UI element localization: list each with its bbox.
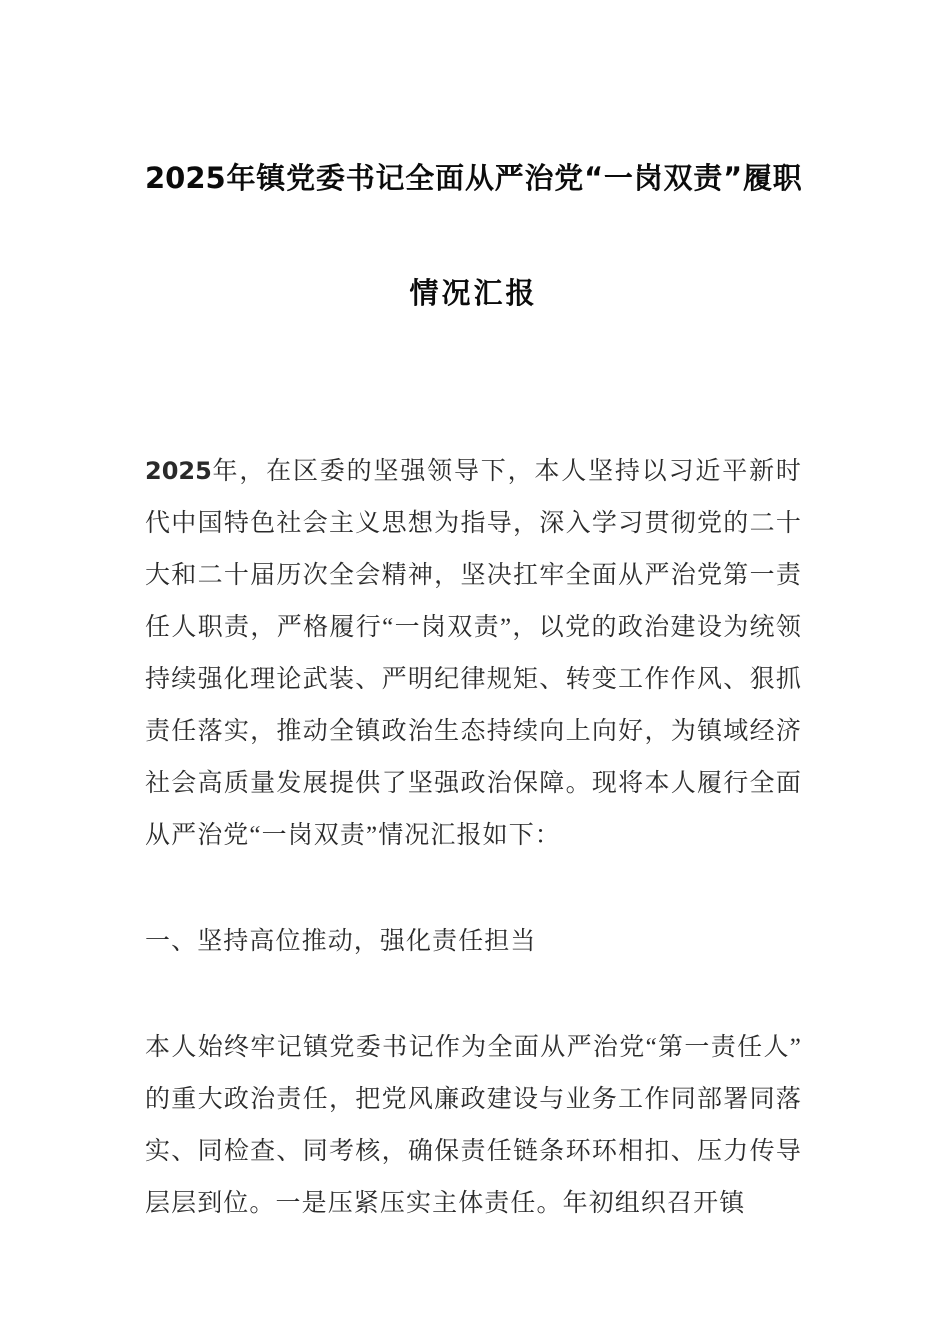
title-char-5: 书: [345, 161, 375, 195]
title-char-18: ”: [723, 161, 743, 195]
document-body: [145, 313, 802, 1230]
title-char-10: 严: [494, 161, 524, 195]
title-char-16: 双: [663, 161, 693, 195]
document-title-line-2: 情况汇报: [409, 276, 538, 310]
title-char-1: 年: [226, 161, 256, 195]
title-char-3: 党: [286, 161, 316, 195]
intro-paragraph-year: 2025: [145, 457, 212, 485]
intro-paragraph: [145, 445, 802, 862]
title-char-14: 一: [603, 161, 633, 195]
title-char-4: 委: [315, 161, 345, 195]
document-title-line-1: [145, 158, 802, 198]
title-char-9: 从: [464, 161, 494, 195]
title-char-2: 镇: [256, 161, 286, 195]
document-title: [145, 0, 802, 313]
title-char-15: 岗: [633, 161, 663, 195]
title-char-12: 党: [554, 161, 584, 195]
title-char-20: 职: [772, 161, 802, 195]
title-char-19: 履: [742, 161, 772, 195]
document-content-column: [145, 0, 802, 1258]
title-char-6: 记: [375, 161, 405, 195]
paragraph-spacer: [145, 890, 802, 916]
title-char-0: 2025: [145, 161, 226, 195]
intro-paragraph-text: 年，在区委的坚强领导下，本人坚持以习近平新时代中国特色社会主义思想为指导，深入学习贯彻党的二十大和二十届历次全会精神，坚决扛牢全面从严治党第一责任人职责，严格履行“一岗双责”，以党的政治建设为统领持续强化理论武装、严明纪律规矩、转变工作作风、狠抓责任落实，推动全镇政治生态持续向上向好，为镇域经济社会高质量发展提供了坚强政治保障。现将本人履行全面从严治党“一岗双责”情况汇报如下：: [145, 458, 802, 849]
section-heading-1: 一、坚持高位推动，强化责任担当: [145, 928, 537, 955]
title-char-13: “: [584, 161, 604, 195]
title-char-7: 全: [405, 161, 435, 195]
section-1-paragraph: 本人始终牢记镇党委书记作为全面从严治党“第一责任人”的重大政治责任，把党风廉政建设与业务工作同部署同落实、同检查、同考核，确保责任链条环环相扣、压力传导层层到位。一是压紧压实主体责任。年初组织召开镇: [145, 1034, 802, 1217]
heading-spacer: [145, 996, 802, 1022]
title-char-11: 治: [524, 161, 554, 195]
title-char-17: 责: [693, 161, 723, 195]
title-char-8: 面: [435, 161, 465, 195]
